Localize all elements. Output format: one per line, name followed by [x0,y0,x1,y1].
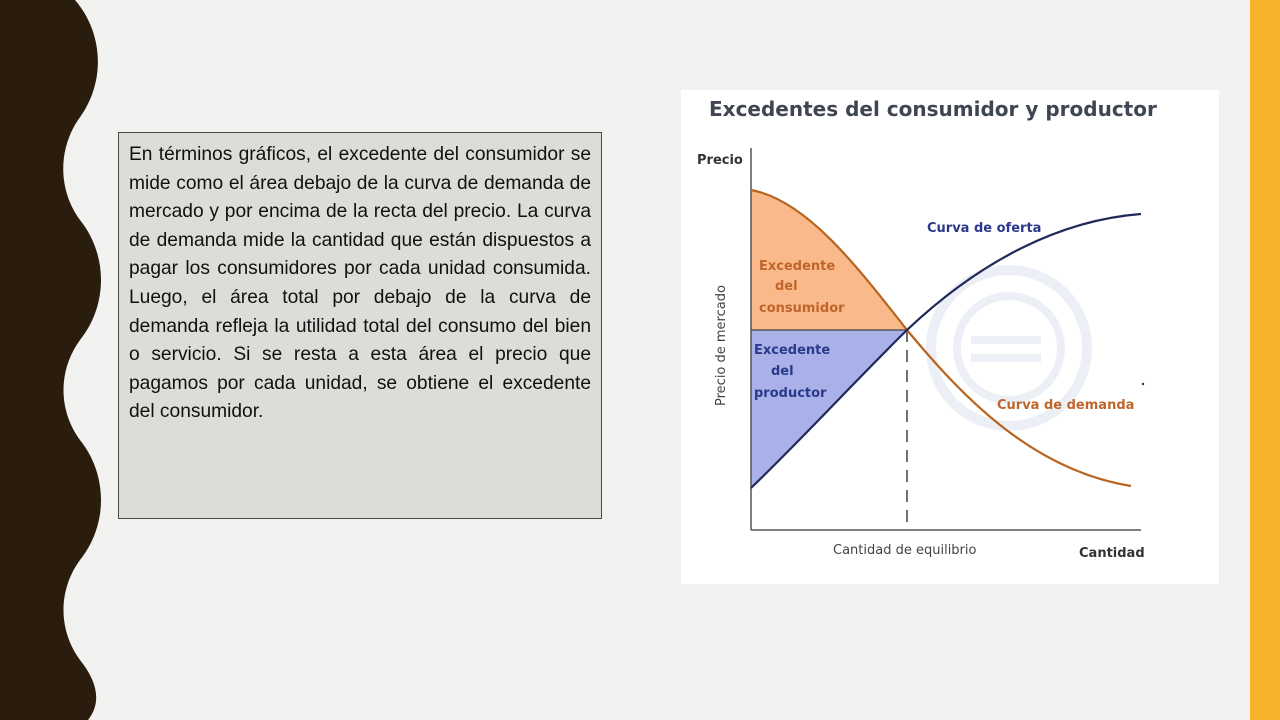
producer-surplus-line-3: productor [754,386,827,401]
wavy-border-shape [0,0,101,720]
surplus-diagram [681,90,1219,584]
wavy-left-border [0,0,110,720]
x-axis-label: Cantidad [1079,546,1145,561]
y-axis-title: Precio de mercado [714,285,729,406]
explanation-text: En términos gráficos, el excedente del consumidor se mide como el área debajo de la curva de demanda de mercado y por encima de la recta del precio. La curva de demanda mide la cantidad que están dispuestos a pagar los consumidores por cada unidad consumida. Luego, el área total por debajo de la curva de demanda refleja la utilidad total del consumo del bien o servicio. Si se resta a esta área el precio que pagamos por cada unidad, se obtiene el excedente del consumidor. [118,132,602,519]
right-accent-stripe [1250,0,1280,720]
consumer-surplus-line-3: consumidor [759,301,845,316]
consumer-surplus-line-2: del [775,279,798,294]
equilibrium-label: Cantidad de equilibrio [833,543,977,558]
consumer-surplus-line-1: Excedente [759,259,836,274]
diagram-title: Excedentes del consumidor y productor [709,97,1157,121]
supply-curve-label: Curva de oferta [927,221,1042,236]
y-axis-label: Precio [697,153,743,168]
axis-dot [1142,383,1144,385]
surplus-diagram-svg [681,90,1219,584]
producer-surplus-line-2: del [771,364,794,379]
demand-curve-label: Curva de demanda [997,398,1135,413]
producer-surplus-line-1: Excedente [754,343,831,358]
